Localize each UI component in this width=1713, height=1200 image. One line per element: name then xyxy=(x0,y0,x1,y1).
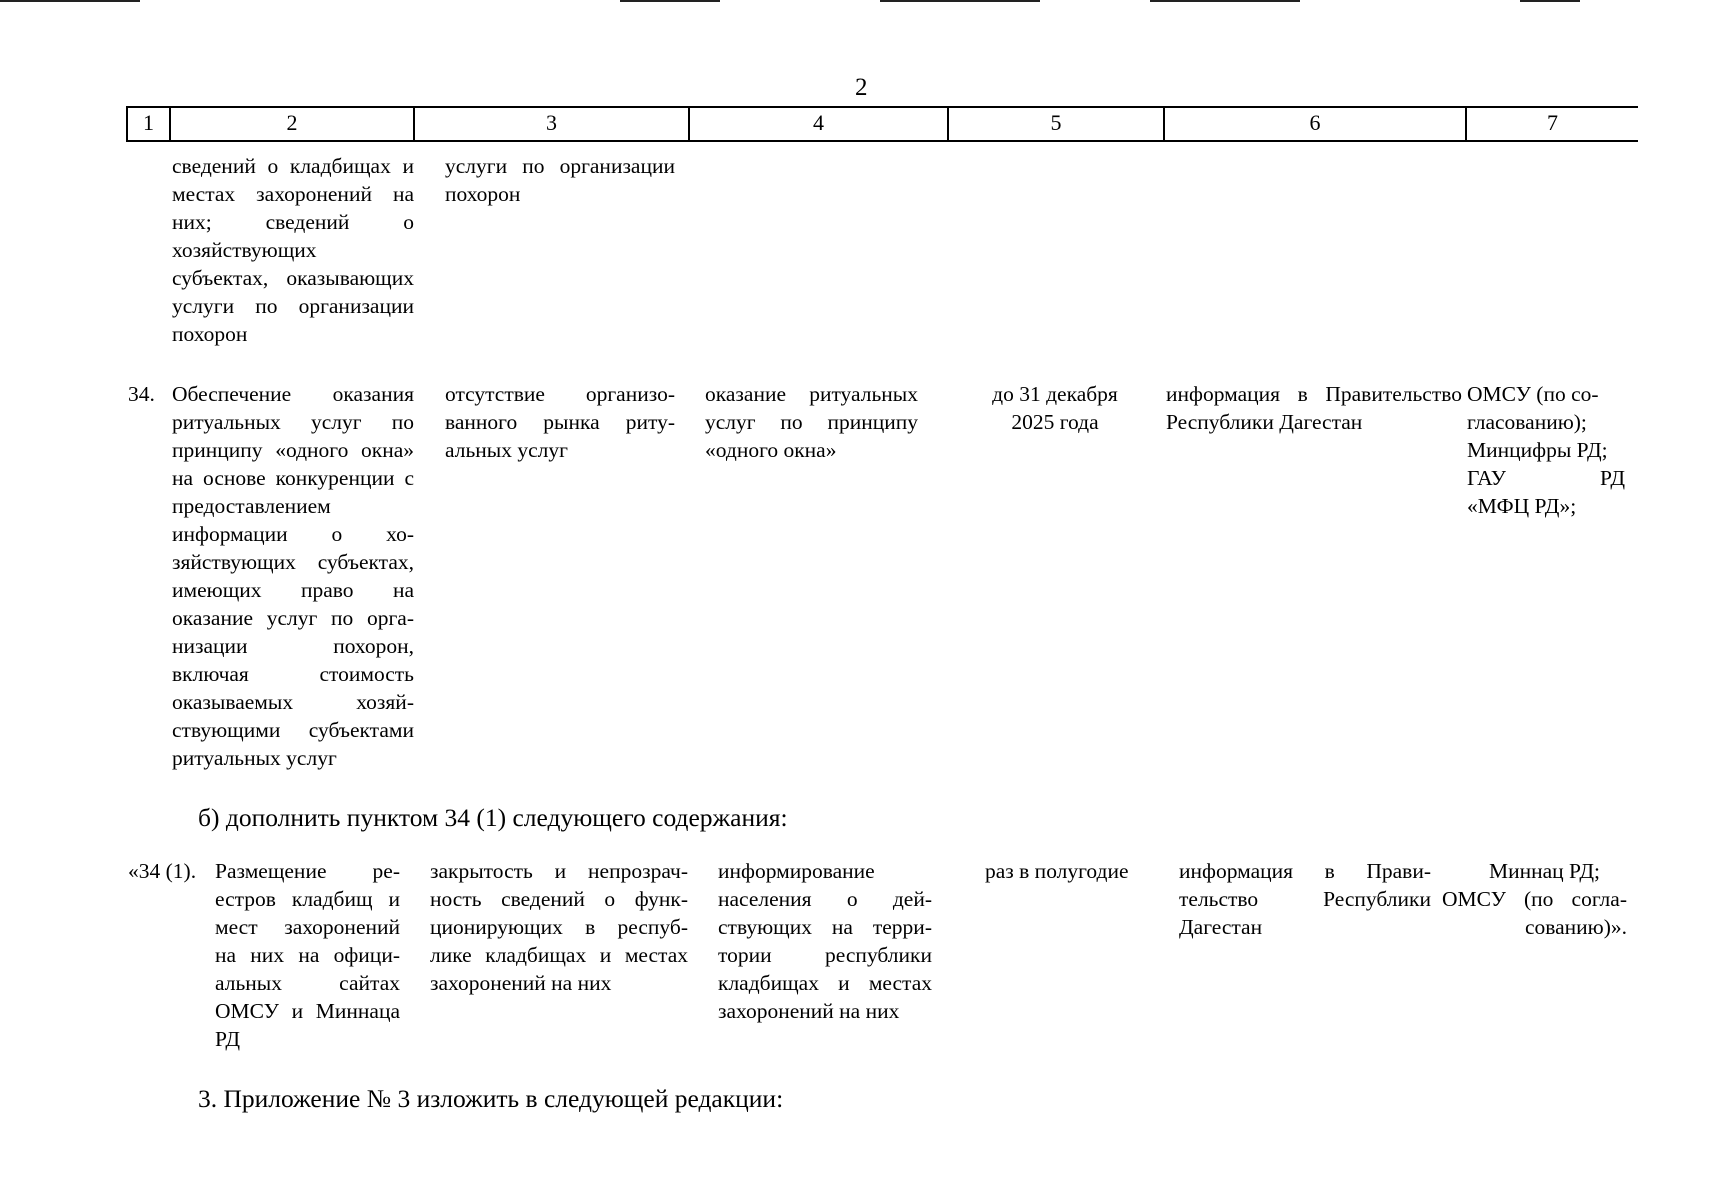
column-header-6: 6 xyxy=(1309,110,1321,135)
row34-result: оказание ритуальных услуг по принципу «одного окна» xyxy=(705,382,918,462)
executor-part: ГАУ xyxy=(1467,466,1506,490)
scan-edge-mark xyxy=(1520,0,1580,2)
scan-edge-mark xyxy=(620,0,720,2)
column-header-4: 4 xyxy=(813,110,824,135)
row341-deadline: раз в полугодие xyxy=(985,859,1129,883)
executor-line: Минцифры РД; xyxy=(1467,438,1608,462)
paragraph-3: 3. Приложение № 3 изложить в следующей редакции: xyxy=(198,1084,784,1113)
row34-reporting: информация в Правительство Республики Дагестан xyxy=(1166,382,1462,434)
column-header-5: 5 xyxy=(1050,110,1062,135)
continuation-col3: услуги по организации похорон xyxy=(445,154,675,206)
row-number-34-1: «34 (1). xyxy=(128,859,197,883)
continuation-col2: сведений о кладбищах и местах захоронений на них; сведений о хозяйствующих субъектах, оказывающих услуги по организации похорон xyxy=(172,154,414,346)
column-header-2: 2 xyxy=(286,110,298,135)
row341-measure: Размещение реестров кладбищ и мест захоронений на них на официальных сайтах ОМСУ и Миннаца РД xyxy=(215,859,400,1051)
scan-edge-mark xyxy=(1150,0,1300,2)
scan-edge-mark xyxy=(0,0,140,2)
executor-line: ОМСУ (по согласованию); xyxy=(1467,382,1599,434)
row341-result: информирование населения о действующих на территории республики кладбищах и местах захоронений на них xyxy=(718,859,932,1023)
column-header-1: 1 xyxy=(143,110,154,135)
row34-deadline: до 31 декабря 2025 года xyxy=(992,382,1118,434)
column-header-7: 7 xyxy=(1547,110,1558,135)
row34-executors xyxy=(1467,380,1625,520)
scan-edge-mark xyxy=(880,0,1040,2)
page-number: 2 xyxy=(855,74,868,101)
column-header-3: 3 xyxy=(546,110,557,135)
row341-executors xyxy=(1442,857,1627,941)
executor-line xyxy=(1467,464,1625,492)
row341-reporting: информация в Правительство Республики Дагестан xyxy=(1179,859,1431,939)
row34-problem: отсутствие организованного рынка ритуальных услуг xyxy=(445,382,675,462)
executor-line: «МФЦ РД»; xyxy=(1467,494,1577,518)
row-number-34: 34. xyxy=(128,382,155,406)
executor-line: ОМСУ (по согласованию)». xyxy=(1442,887,1627,939)
row341-problem: закрытость и непрозрачность сведений о функционирующих в республике кладбищах и местах захоронений на них xyxy=(430,859,688,995)
table-header-top-rule xyxy=(126,106,1638,108)
executor-line: Миннац РД; xyxy=(1488,859,1601,883)
paragraph-b: б) дополнить пунктом 34 (1) следующего содержания: xyxy=(198,803,788,832)
table-header-bottom-rule xyxy=(126,140,1638,142)
row34-measure: Обеспечение оказания ритуальных услуг по принципу «одного окна» на основе конкуренции с предоставлением информации о хозяйствующих субъектах, имеющих право на оказание услуг по организации похорон, включая стоимость оказываемых хозяйствующими субъектами ритуальных услуг xyxy=(172,382,414,770)
executor-part: РД xyxy=(1599,466,1625,490)
